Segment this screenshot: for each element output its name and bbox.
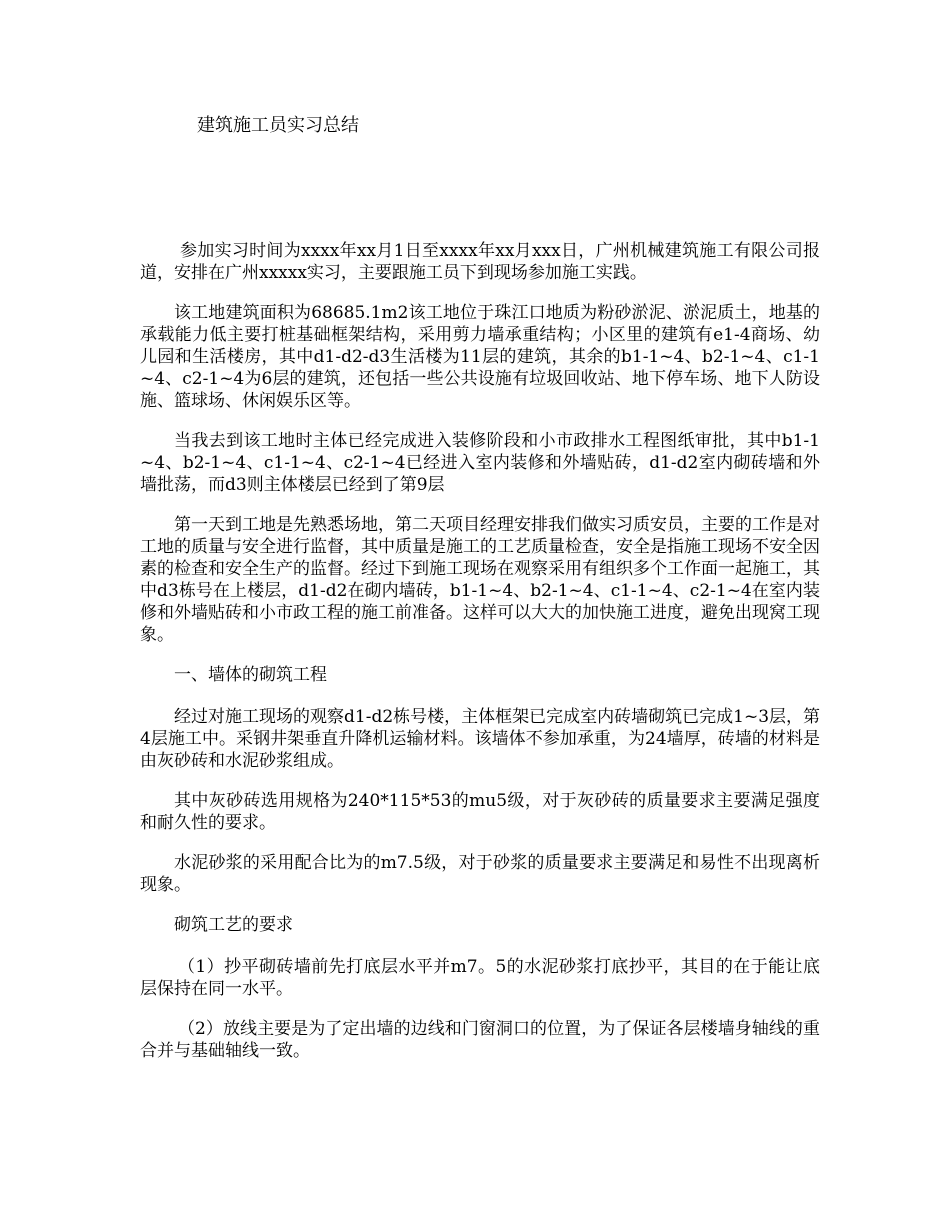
paragraph-site-overview: 该工地建筑面积为68685.1m2该工地位于珠江口地质为粉砂淤泥、淤泥质土，地基的承载能力低主要打桩基础框架结构，采用剪力墙承重结构；小区里的建筑有e1-4商场、幼儿园和生活楼房，其中d1-d2-d3生活楼为11层的建筑，其余的b1-1~4、b2-1~4、c1-1~4、c2-1~4为6层的建筑，还包括一些公共设施有垃圾回收站、地下停车场、地下人防设施、篮球场、休闲娱乐区等。	[140, 303, 820, 411]
document-title: 建筑施工员实习总结	[197, 115, 359, 136]
paragraph-step-leveling: （1）抄平砌砖墙前先打底层水平并m7。5的水泥砂浆打底抄平，其目的在于能让底层保持在同一水平。	[140, 957, 820, 999]
paragraph-internship-period: 参加实习时间为xxxx年xx月1日至xxxx年xx月xxx日，广州机械建筑施工有限公司报道，安排在广州xxxxx实习，主要跟施工员下到现场参加施工实践。	[140, 241, 820, 283]
paragraph-step-layout: （2）放线主要是为了定出墙的边线和门窗洞口的位置，为了保证各层楼墙身轴线的重合并与基础轴线一致。	[140, 1019, 820, 1061]
section-heading-process: 砌筑工艺的要求	[174, 915, 293, 935]
document-body	[140, 240, 820, 1080]
paragraph-mortar-spec: 水泥砂浆的采用配合比为的m7.5级，对于砂浆的质量要求主要满足和易性不出现离析现象。	[140, 853, 820, 895]
paragraph-site-status: 当我去到该工地时主体已经完成进入装修阶段和小市政排水工程图纸审批，其中b1-1~4、b2-1~4、c1-1~4、c2-1~4已经进入室内装修和外墙贴砖，d1-d2室内砌砖墙和外墙批荡，而d3则主体楼层已经到了第9层	[140, 431, 820, 495]
paragraph-brick-spec: 其中灰砂砖选用规格为240*115*53的mu5级，对于灰砂砖的质量要求主要满足强度和耐久性的要求。	[140, 791, 820, 833]
section-heading-masonry: 一、墙体的砌筑工程	[174, 665, 327, 685]
paragraph-masonry-observation: 经过对施工现场的观察d1-d2栋号楼，主体框架已完成室内砖墙砌筑已完成1~3层，第4层施工中。采钢井架垂直升降机运输材料。该墙体不参加承重，为24墙厚，砖墙的材料是由灰砂砖和水泥砂浆组成。	[140, 707, 821, 771]
paragraph-first-day: 第一天到工地是先熟悉场地，第二天项目经理安排我们做实习质安员，主要的工作是对工地的质量与安全进行监督，其中质量是施工的工艺质量检查，安全是指施工现场不安全因素的检查和安全生产的监督。经过下到施工现场在观察采用有组织多个工作面一起施工，其中d3栋号在上楼层，d1-d2在砌内墙砖，b1-1~4、b2-1~4、c1-1~4、c2-1~4在室内装修和外墙贴砖和小市政工程的施工前准备。这样可以大大的加快施工进度，避免出现窝工现象。	[140, 515, 820, 645]
